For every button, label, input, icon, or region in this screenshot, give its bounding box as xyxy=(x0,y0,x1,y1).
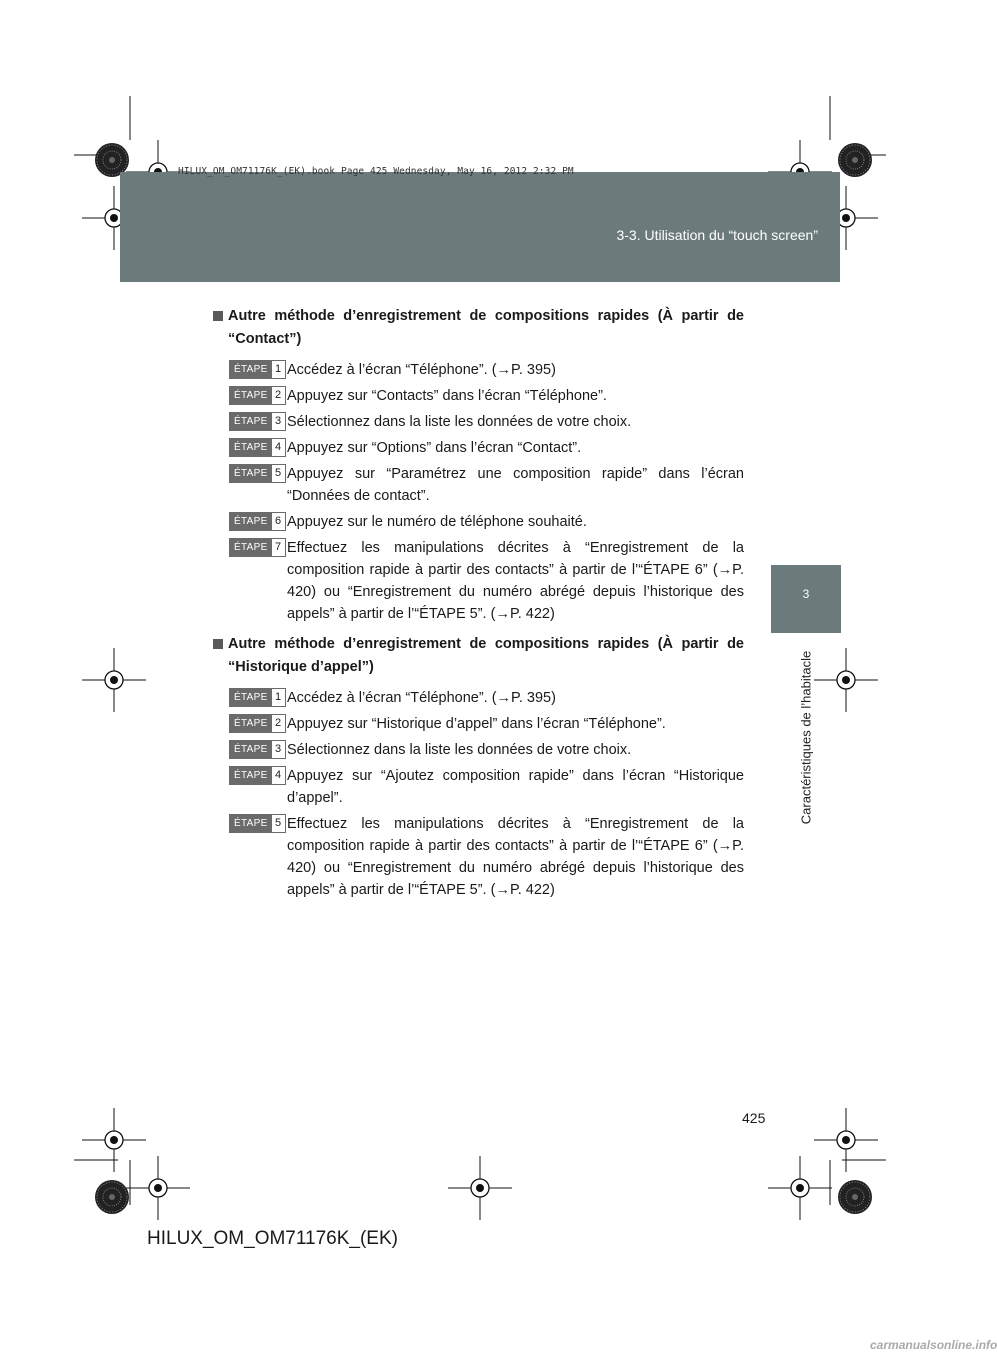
step-text: Sélectionnez dans la liste les données de votre choix. xyxy=(287,414,632,430)
chapter-number: 3 xyxy=(802,587,810,601)
chapter-title: Caractéristiques de l’habitacle xyxy=(798,650,814,825)
step-badge-label: ÉTAPE xyxy=(230,513,272,530)
step-badge-number: 2 xyxy=(272,715,285,732)
section-heading xyxy=(212,633,744,679)
section-heading-text: Autre méthode d’enregistrement de compositions rapides (À partir de “Contact”) xyxy=(228,308,744,347)
step-badge xyxy=(229,386,286,405)
step-badge-number: 5 xyxy=(272,465,285,482)
step-badge-number: 1 xyxy=(272,361,285,378)
step-badge xyxy=(229,538,286,557)
step-badge xyxy=(229,464,286,483)
step-badge-label: ÉTAPE xyxy=(230,767,272,784)
step-badge-number: 3 xyxy=(272,413,285,430)
step-item xyxy=(212,359,744,381)
step-text: Accédez à l’écran “Téléphone”. (→P. 395) xyxy=(287,690,556,706)
step-badge-number: 6 xyxy=(272,513,285,530)
step-badge-label: ÉTAPE xyxy=(230,715,272,732)
section-heading xyxy=(212,305,744,351)
step-badge-number: 7 xyxy=(272,539,285,556)
step-badge-label: ÉTAPE xyxy=(230,741,272,758)
step-text: Accédez à l’écran “Téléphone”. (→P. 395) xyxy=(287,362,556,378)
step-item xyxy=(212,687,744,709)
step-badge-number: 3 xyxy=(272,741,285,758)
step-item xyxy=(212,385,744,407)
step-badge-label: ÉTAPE xyxy=(230,439,272,456)
document-code: HILUX_OM_OM71176K_(EK) xyxy=(147,1228,398,1249)
step-badge-number: 4 xyxy=(272,767,285,784)
step-badge-label: ÉTAPE xyxy=(230,689,272,706)
main-content xyxy=(212,305,744,905)
square-bullet-icon xyxy=(213,311,223,321)
header-band xyxy=(120,172,840,282)
step-text: Appuyez sur “Paramétrez une composition rapide” dans l’écran “Données de contact”. xyxy=(287,466,744,504)
step-badge-label: ÉTAPE xyxy=(230,539,272,556)
book-stamp: HILUX_OM_OM71176K_(EK).book Page 425 Wednesday, May 16, 2012 2:32 PM xyxy=(178,166,574,177)
step-text: Appuyez sur le numéro de téléphone souhaité. xyxy=(287,514,587,530)
step-badge xyxy=(229,766,286,785)
chapter-tab xyxy=(771,565,841,633)
header-section-title: 3-3. Utilisation du “touch screen” xyxy=(616,227,818,243)
step-text: Sélectionnez dans la liste les données de votre choix. xyxy=(287,742,632,758)
step-item xyxy=(212,739,744,761)
step-item xyxy=(212,463,744,507)
step-badge-label: ÉTAPE xyxy=(230,815,272,832)
step-badge xyxy=(229,740,286,759)
step-badge xyxy=(229,360,286,379)
step-badge xyxy=(229,512,286,531)
step-badge xyxy=(229,714,286,733)
step-badge xyxy=(229,412,286,431)
step-item xyxy=(212,765,744,809)
square-bullet-icon xyxy=(213,639,223,649)
step-text: Appuyez sur “Contacts” dans l’écran “Téléphone”. xyxy=(287,388,607,404)
step-item xyxy=(212,437,744,459)
step-badge-label: ÉTAPE xyxy=(230,387,272,404)
page-number: 425 xyxy=(742,1110,766,1126)
step-item xyxy=(212,813,744,901)
step-text: Appuyez sur “Historique d’appel” dans l’écran “Téléphone”. xyxy=(287,716,666,732)
step-text: Appuyez sur “Options” dans l’écran “Contact”. xyxy=(287,440,582,456)
step-badge-label: ÉTAPE xyxy=(230,465,272,482)
step-badge-label: ÉTAPE xyxy=(230,413,272,430)
step-text: Effectuez les manipulations décrites à “Enregistrement de la composition rapide à partir des contacts” à partir de l’“ÉTAPE 6” (→P. 420) ou “Enregistrement du numéro abrégé depuis l’historique des appels” à partir de l’“ÉTAPE 5”. (→P. 422) xyxy=(287,540,744,622)
step-badge-number: 2 xyxy=(272,387,285,404)
section-heading-text: Autre méthode d’enregistrement de compositions rapides (À partir de “Historique d’appel”) xyxy=(228,636,744,675)
step-badge-number: 5 xyxy=(272,815,285,832)
step-item xyxy=(212,411,744,433)
watermark: carmanualsonline.info xyxy=(870,1338,997,1352)
step-item xyxy=(212,713,744,735)
step-badge xyxy=(229,814,286,833)
step-badge-label: ÉTAPE xyxy=(230,361,272,378)
step-text: Effectuez les manipulations décrites à “Enregistrement de la composition rapide à partir des contacts” à partir de l’“ÉTAPE 6” (→P. 420) ou “Enregistrement du numéro abrégé depuis l’historique des appels” à partir de l’“ÉTAPE 5”. (→P. 422) xyxy=(287,816,744,898)
step-badge xyxy=(229,438,286,457)
step-badge-number: 1 xyxy=(272,689,285,706)
step-text: Appuyez sur “Ajoutez composition rapide” dans l’écran “Historique d’appel”. xyxy=(287,768,744,806)
step-item xyxy=(212,511,744,533)
step-badge xyxy=(229,688,286,707)
chapter-title-vertical xyxy=(794,648,818,836)
step-item xyxy=(212,537,744,625)
step-badge-number: 4 xyxy=(272,439,285,456)
